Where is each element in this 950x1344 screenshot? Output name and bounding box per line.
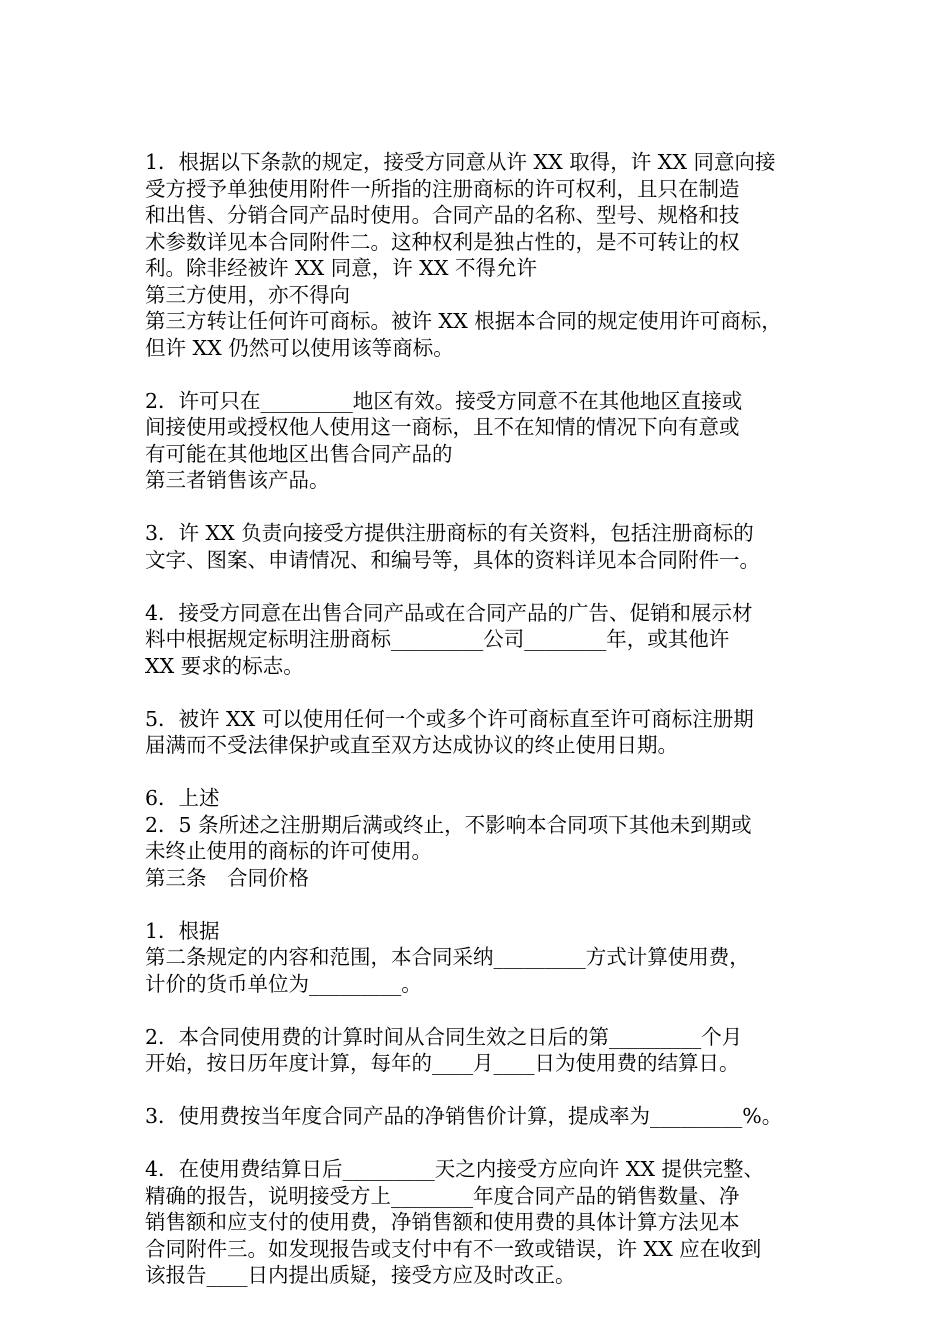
text-line: 精确的报告，说明接受方上________年度合同产品的销售数量、净 (145, 1183, 740, 1208)
clause-paragraph (145, 600, 835, 680)
text-line: 受方授予单独使用附件一所指的注册商标的许可权利，且只在制造 (145, 176, 740, 201)
text-line: 6．上述 (145, 786, 220, 810)
text-line: 4．在使用费结算日后_________天之内接受方应向许 XX 提供完整、 (145, 1157, 765, 1181)
text-line: 有可能在其他地区出售合同产品的 (145, 441, 453, 466)
text-line: 料中根据规定标明注册商标_________公司________年，或其他许 (145, 627, 730, 651)
text-line: 5．被许 XX 可以使用任何一个或多个许可商标直至许可商标注册期 (145, 706, 754, 731)
text-line: 3．使用费按当年度合同产品的净销售价计算，提成率为_________%。 (145, 1104, 783, 1128)
clause-paragraph (145, 520, 835, 573)
text-line: 和出售、分销合同产品时使用。合同产品的名称、型号、规格和技 (145, 203, 740, 227)
text-line: 该报告____日内提出质疑，接受方应及时改正。 (145, 1263, 576, 1287)
text-line: 销售额和应支付的使用费，净销售额和使用费的具体计算方法见本 (145, 1210, 740, 1234)
text-line: 但许 XX 仍然可以使用该等商标。 (145, 335, 454, 360)
text-line: 合同附件三。如发现报告或支付中有不一致或错误，许 XX 应在收到 (145, 1236, 762, 1261)
text-line: XX 要求的标志。 (145, 653, 304, 678)
section-heading: 第三条 合同价格 (145, 865, 309, 890)
clause-paragraph (145, 1156, 835, 1289)
clause-paragraph (145, 706, 835, 759)
clause-paragraph (145, 388, 835, 494)
text-line: 文字、图案、申请情况、和编号等，具体的资料详见本合同附件一。 (145, 547, 760, 572)
clause-paragraph (145, 149, 835, 361)
text-line: 2．5 条所述之注册期后满或终止，不影响本合同项下其他未到期或 (145, 812, 752, 837)
document-body (145, 149, 835, 1315)
text-line: 开始，按日历年度计算，每年的____月____日为使用费的结算日。 (145, 1051, 740, 1075)
text-line: 术参数详见本合同附件二。这种权利是独占性的，是不可转让的权 (145, 229, 740, 254)
text-line: 2．许可只在_________地区有效。接受方同意不在其他地区直接或 (145, 388, 743, 413)
text-line: 1．根据以下条款的规定，接受方同意从许 XX 取得，许 XX 同意向接 (145, 150, 776, 174)
text-line: 间接使用或授权他人使用这一商标，且不在知情的情况下向有意或 (145, 415, 740, 439)
text-line: 第二条规定的内容和范围，本合同采纳_________方式计算使用费， (145, 945, 750, 969)
text-line: 3．许 XX 负责向接受方提供注册商标的有关资料，包括注册商标的 (145, 521, 754, 545)
text-line: 利。除非经被许 XX 同意，许 XX 不得允许 (145, 256, 537, 280)
text-line: 未终止使用的商标的许可使用。 (145, 839, 432, 863)
text-line: 4．接受方同意在出售合同产品或在合同产品的广告、促销和展示材 (145, 600, 753, 625)
text-line: 2．本合同使用费的计算时间从合同生效之日后的第_________个月 (145, 1024, 743, 1049)
clause-paragraph (145, 785, 835, 891)
text-line: 1．根据 (145, 918, 220, 943)
clause-paragraph (145, 1024, 835, 1077)
clause-paragraph (145, 1103, 835, 1130)
text-line: 第三者销售该产品。 (145, 468, 330, 492)
text-line: 第三方转让任何许可商标。被许 XX 根据本合同的规定使用许可商标， (145, 309, 782, 333)
clause-paragraph (145, 918, 835, 998)
text-line: 第三方使用，亦不得向 (145, 282, 350, 307)
text-line: 计价的货币单位为_________。 (145, 971, 422, 996)
text-line: 届满而不受法律保护或直至双方达成协议的终止使用日期。 (145, 733, 678, 757)
